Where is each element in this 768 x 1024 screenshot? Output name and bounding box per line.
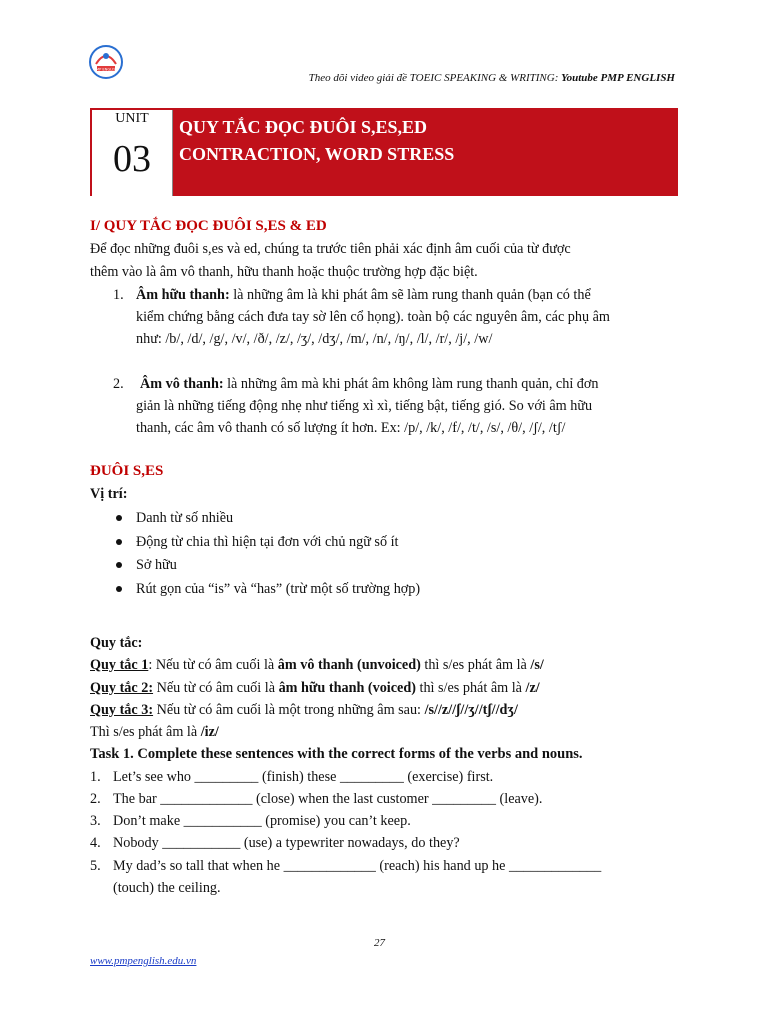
bullet-dot — [116, 586, 122, 592]
header-note — [280, 72, 675, 84]
item2-line-1-text: là những âm mà khi phát âm không làm rung thanh quản, chỉ đơn — [223, 376, 599, 392]
rule-3-text: Nếu từ có âm cuối là một trong những âm sau: — [153, 702, 425, 718]
rule-1-label: Quy tắc 1 — [90, 657, 149, 673]
bullet-dot — [116, 562, 122, 568]
position-bullet-3: Sở hữu — [136, 557, 177, 573]
item1-line-1-text: là những âm là khi phát âm sẽ làm rung thanh quản (bạn có thể — [229, 287, 591, 303]
rule-3-label: Quy tắc 3: — [90, 702, 154, 718]
task-item-number: 4. — [90, 835, 101, 851]
position-bullet-2: Động từ chia thì hiện tại đơn với chủ ngữ số ít — [136, 534, 399, 550]
rule-1-tail: thì s/es phát âm là — [420, 657, 531, 673]
task-item-number: 1. — [90, 769, 101, 785]
pmp-english-logo — [88, 44, 124, 80]
task-item-text: My dad’s so tall that when he _____________ (reach) his hand up he _____________ — [113, 858, 602, 874]
unit-title-line-2: CONTRACTION, WORD STRESS — [179, 144, 455, 164]
rule-2-tail: thì s/es phát âm là — [415, 680, 526, 696]
rules-label: Quy tắc: — [90, 635, 143, 651]
unit-label: UNIT — [115, 111, 149, 126]
item1-line-1 — [136, 286, 591, 304]
rule-3-line-2-sound: /iz/ — [200, 724, 219, 740]
page-number: 27 — [374, 937, 385, 949]
position-bullet-4: Rút gọn của “is” và “has” (trừ một số trường hợp) — [136, 581, 421, 597]
rule-3-line-2-text: Thì s/es phát âm là — [90, 724, 201, 740]
position-bullet-1: Danh từ số nhiều — [136, 510, 234, 526]
unit-title-line-1: QUY TẮC ĐỌC ĐUÔI S,ES,ED — [179, 117, 428, 137]
logo-text: PMP ENGLISH — [93, 67, 119, 72]
section2-heading: ĐUÔI S,ES — [90, 463, 164, 479]
unit-number: 03 — [113, 138, 151, 180]
rule-3-line-2 — [90, 723, 219, 741]
rule-2 — [90, 679, 540, 697]
header-note-channel: Youtube PMP ENGLISH — [561, 72, 675, 84]
website-link[interactable]: www.pmpenglish.edu.vn — [90, 955, 197, 967]
rule-3-sounds: /s//z//ʃ//ʒ//tʃ//dʒ/ — [424, 702, 518, 718]
rule-2-text: Nếu từ có âm cuối là — [153, 680, 279, 696]
section1-intro-line-1: Để đọc những đuôi s,es và ed, chúng ta trước tiên phải xác định âm cuối của từ được — [90, 241, 571, 257]
rule-1-text: : Nếu từ có âm cuối là — [148, 657, 278, 673]
rule-3 — [90, 701, 518, 719]
rule-1-term: âm vô thanh (unvoiced) — [277, 657, 421, 673]
task-heading: Task 1. Complete these sentences with the correct forms of the verbs and nouns. — [90, 746, 583, 762]
task-item-number: 3. — [90, 813, 101, 829]
task-item-text: Let’s see who _________ (finish) these _________ (exercise) first. — [113, 769, 494, 785]
item2-number: 2. — [113, 376, 124, 392]
task-item-5-line-2: (touch) the ceiling. — [113, 880, 221, 896]
task-item-text: Nobody ___________ (use) a typewriter nowadays, do they? — [113, 835, 460, 851]
item2-term: Âm vô thanh: — [140, 376, 224, 392]
item2-line-2: giản là những tiếng động nhẹ như tiếng xì xì, tiếng bật, tiếng gió. So với âm hữu — [136, 398, 593, 414]
item2-line-1 — [140, 375, 599, 393]
header-note-prefix: Theo dõi video giải đề TOEIC SPEAKING & WRITING: — [308, 72, 562, 84]
rule-2-label: Quy tắc 2: — [90, 680, 154, 696]
rule-2-sound: /z/ — [525, 680, 540, 696]
task-item-number: 2. — [90, 791, 101, 807]
item1-line-2: kiểm chứng bằng cách đưa tay sờ lên cổ họng). toàn bộ các nguyên âm, các phụ âm — [136, 309, 610, 325]
item1-number: 1. — [113, 287, 124, 303]
task-item-number: 5. — [90, 858, 101, 874]
rule-1-sound: /s/ — [530, 657, 544, 673]
item1-term: Âm hữu thanh: — [136, 287, 230, 303]
task-item-text: The bar _____________ (close) when the last customer _________ (leave). — [113, 791, 543, 807]
position-label: Vị trí: — [90, 486, 128, 502]
item1-line-3: như: /b/, /d/, /g/, /v/, /ð/, /z/, /ʒ/, /dʒ/, /m/, /n/, /ŋ/, /l/, /r/, /j/, /w/ — [136, 331, 493, 347]
item2-line-3: thanh, các âm vô thanh có số lượng ít hơn. Ex: /p/, /k/, /f/, /t/, /s/, /θ/, /ʃ/, /tʃ/ — [136, 420, 566, 436]
bullet-dot — [116, 539, 122, 545]
section1-heading: I/ QUY TẮC ĐỌC ĐUÔI S,ES & ED — [90, 218, 327, 234]
bullet-dot — [116, 515, 122, 521]
rule-1 — [90, 656, 544, 674]
rule-2-term: âm hữu thanh (voiced) — [278, 680, 416, 696]
section1-intro-line-2: thêm vào là âm vô thanh, hữu thanh hoặc thuộc trường hợp đặc biệt. — [90, 264, 478, 280]
task-item-text: Don’t make ___________ (promise) you can’t keep. — [113, 813, 411, 829]
